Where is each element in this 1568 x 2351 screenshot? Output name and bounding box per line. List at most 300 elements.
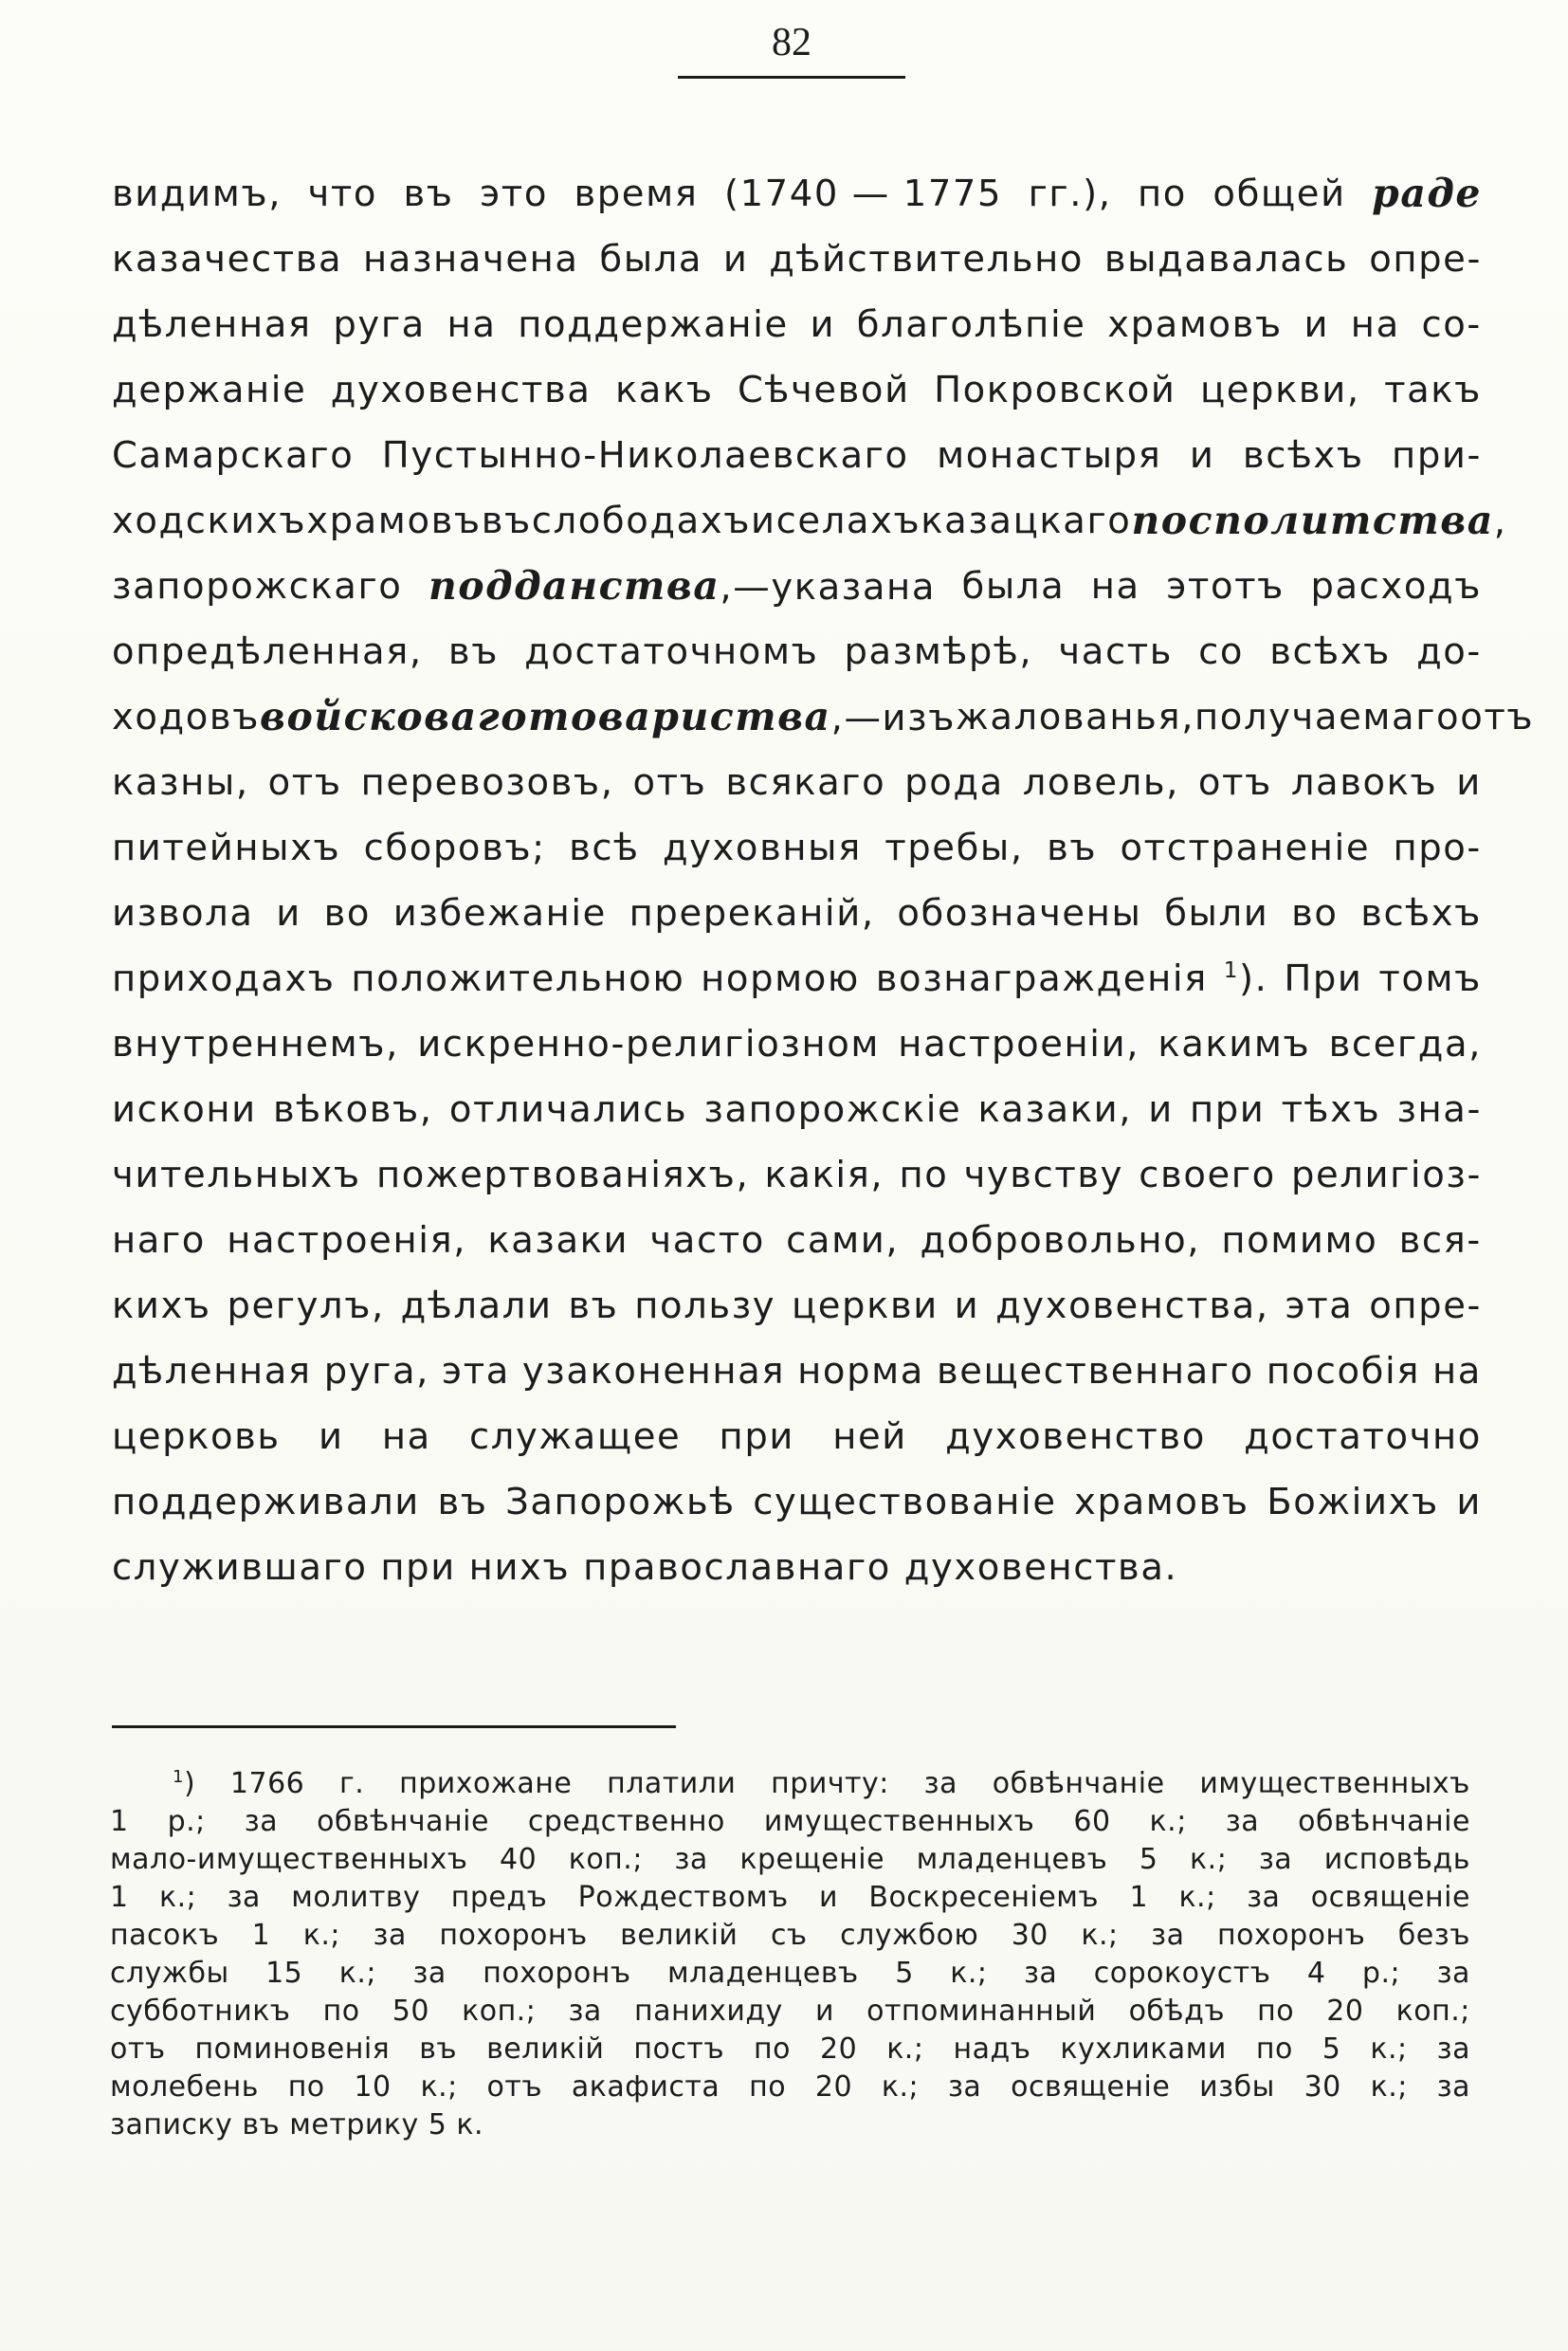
word: были [1164,892,1269,935]
word: при [1190,1088,1266,1131]
word: к.; [1190,1843,1228,1876]
word: поддерживали [112,1481,420,1523]
word: отъ [632,761,707,804]
word: обвѣнчаніе [992,1767,1165,1800]
word: избы [1199,2070,1275,2104]
word: часть [1058,630,1174,673]
word: въ [1047,827,1098,869]
word: искренно-религіозном [417,1023,881,1066]
word: эта [1285,1285,1354,1327]
word: 20 [820,2032,858,2066]
word: за [1247,1881,1281,1914]
word: церкви [791,1285,939,1327]
word: общей [1212,173,1346,215]
main-text [112,161,1535,1600]
word: по [322,1995,360,2028]
word: держаніе [112,369,307,411]
word: за [568,1995,602,2028]
word: 30 [1011,1919,1048,1952]
word: на [1432,1350,1482,1393]
word: сами, [786,1219,900,1262]
word: за [947,2070,982,2104]
word: и [1148,1088,1174,1131]
word: достаточно [1244,1415,1482,1458]
word: 1 [1129,1881,1149,1914]
word: достаточномъ [524,630,819,673]
word: при [719,1415,794,1458]
word: 20 [814,2070,853,2104]
word: духовенства [330,369,592,411]
word: ходовъ [112,696,261,738]
word: на [381,1415,431,1458]
word: искони [112,1088,257,1131]
word: и [954,1285,980,1327]
word: руга [333,303,426,346]
word: средственно [527,1805,725,1838]
word: за [412,1957,447,1990]
word: и [722,238,749,281]
word: часто [649,1219,765,1262]
word: и [1456,1481,1482,1523]
word: казны, [112,761,249,804]
word: и [1304,303,1330,346]
word: храмовъ [1074,1481,1249,1523]
word: безъ [1397,1919,1470,1952]
word: наго [112,1219,206,1262]
body-text-line [112,1208,1482,1273]
page-number: 82 [772,21,811,64]
word: приходахъ [112,957,336,1000]
word: духовенства, [995,1285,1269,1327]
footnotes [110,1765,1470,2144]
word: по [287,2070,325,2104]
word: что [307,173,378,215]
word: была [961,565,1066,608]
word: на [1090,565,1140,608]
word: такъ [1384,369,1482,411]
word: всѣхъ [1360,892,1482,935]
word: казачества [112,238,343,281]
word: селахъ [775,500,921,542]
word: по [754,2032,791,2066]
word: вся- [1398,1219,1482,1262]
word: была [599,238,703,281]
word: 10 [354,2070,392,2104]
word: назначена [363,238,579,281]
word: размѣрѣ, [844,630,1033,673]
word: въ [403,173,454,215]
word: опредѣленная, [112,630,423,673]
word: предъ [450,1881,548,1914]
word: и [810,303,836,346]
word: религіоз- [1290,1154,1482,1196]
word: раде [1372,171,1482,216]
word: 1 [110,1805,129,1838]
word: всегда, [1328,1023,1482,1066]
word: ходскихъ [112,500,307,542]
word: 1766 [229,1767,305,1800]
word: ловель, [1022,761,1179,804]
word: сорокоустъ [1093,1957,1271,1990]
word: освященіе [1011,2070,1171,2104]
word: про- [1393,827,1482,869]
word: панихиду [633,1995,783,2028]
word: въ [568,1285,619,1327]
word: время [574,173,699,215]
body-text-line [112,881,1482,946]
word: вѣковъ, [272,1088,433,1131]
word: получаемаго [1194,696,1461,738]
word: дѣйствительно [769,238,1085,281]
word: пасокъ [110,1919,220,1952]
footnote-text-line [110,1993,1470,2031]
word: имущественныхъ [1199,1767,1470,1800]
word: казацкаго [921,500,1132,542]
word: выдавалась [1103,238,1349,281]
word: благолѣпіе [856,303,1086,346]
word: и [814,1995,834,2028]
word: регулъ, [227,1285,385,1327]
word: отъ [486,2070,543,2104]
word: к.; [886,2032,924,2066]
word: на [1350,303,1400,346]
word: 15 [265,1957,303,1990]
word: прихожане [399,1767,573,1800]
body-text-line [112,1404,1482,1469]
word: и [318,1415,344,1458]
body-text-line [112,1339,1482,1404]
footnote-text-line [110,1841,1470,1879]
word: духовенство [945,1415,1206,1458]
word: со- [1421,303,1482,346]
word: церкви, [1199,369,1360,411]
footnote-text-line [110,2031,1470,2069]
word: и [1189,434,1215,477]
body-text-line [112,161,1482,227]
word: дѣленная [112,1350,312,1393]
word: р.; [1361,1957,1401,1990]
word: какія, [764,1154,884,1196]
word: казаки, [977,1088,1133,1131]
word: это [480,173,548,215]
word: чительныхъ [112,1154,361,1196]
word: службы [110,1957,229,1990]
word: монастыря [937,434,1162,477]
footnote-text-line [110,1955,1470,1993]
word: настроеніи, [898,1023,1140,1066]
word: ней [832,1415,907,1458]
word: коп.; [1395,1995,1470,2028]
word: к.; [1370,2032,1408,2066]
word: по [749,2070,787,2104]
word: (1740 — 1775 [723,173,1003,215]
word: надъ [953,2032,1031,2066]
word: пользу [634,1285,776,1327]
footnote-separator [112,1725,676,1728]
word: посполитства, [1131,498,1507,543]
body-text-line [112,1077,1482,1142]
word: к.; [950,1957,988,1990]
word: лавокъ [1290,761,1438,804]
word: Запорожьѣ [505,1481,736,1523]
word: отъ [1460,696,1535,738]
word: отъ [110,2032,166,2066]
word: к.; [420,2070,458,2104]
word: отличались [448,1088,688,1131]
word: 40 [499,1843,538,1876]
word: пререканій, [629,892,875,935]
word: помимо [1221,1219,1378,1262]
word: запорожскаго [112,565,403,608]
word: к.; [302,1919,341,1952]
body-text-line [112,1142,1482,1208]
word: похоронъ [1217,1919,1366,1952]
word: казаки [487,1219,629,1262]
word: руга, [323,1350,429,1393]
word: и [751,500,776,542]
body-text-line [112,1469,1482,1535]
word: товариства,—изъ [528,694,957,739]
word: платили [607,1767,737,1800]
footnote-text-line [110,1917,1470,1955]
word: храмовъ [306,500,482,542]
body-text-line [112,1011,1482,1077]
word: 1 [251,1919,271,1952]
word: всякаго [725,761,886,804]
word: всѣ [569,827,640,869]
word: во [323,892,372,935]
word: извола [112,892,254,935]
word: Самарскаго [112,434,355,477]
word: расходъ [1310,565,1482,608]
word: служащее [469,1415,682,1458]
word: акафиста [571,2070,720,2104]
body-text-line [112,423,1482,488]
word: вещественнаго [936,1350,1254,1393]
word: внутреннемъ, [112,1023,399,1066]
page-number-rule [678,76,905,79]
word: коп.; [568,1843,643,1876]
footnote-text-line [110,2106,1470,2144]
word: молебень [110,2070,259,2104]
word: на [447,303,497,346]
word: въ [419,2032,458,2066]
word: служившаго при нихъ православнаго духовенства. [112,1546,1178,1589]
word: въ [437,1481,488,1523]
word: похоронъ [439,1919,588,1952]
word: какъ [614,369,714,411]
word: съ [770,1919,808,1952]
word: нормою [701,957,860,1000]
word: опре- [1369,1285,1482,1327]
word: эта [441,1350,510,1393]
word: г. [339,1767,365,1800]
word: жалованья, [956,696,1195,738]
word: 4 [1306,1957,1326,1990]
word: требы, [884,827,1024,869]
word: коп.; [462,1995,537,2028]
word: пожертвованіяхъ, [375,1154,750,1196]
word: записку въ метрику 5 к. [110,2108,484,2141]
word: обозначены [897,892,1142,935]
word: отстраненіе [1120,827,1371,869]
word: исповѣдь [1323,1843,1470,1876]
word: субботникъ [110,1995,291,2028]
word: к.; [158,1881,197,1914]
word: томъ [1378,957,1482,1000]
word: 20 [1326,1995,1364,2028]
word: поддержаніе [518,303,789,346]
word: и [276,892,301,935]
word: 5 [1322,2032,1341,2066]
word: великій [620,1919,738,1952]
word: к.; [881,2070,920,2104]
word: отъ [1197,761,1272,804]
word: войсковаго [260,694,529,739]
word: кихъ [112,1285,211,1327]
word: чувству [963,1154,1124,1196]
word: за [227,1881,261,1914]
word: существованіе [753,1481,1057,1523]
word: тѣхъ [1281,1088,1381,1131]
word: по [899,1154,949,1196]
word: видимъ, [112,173,283,215]
word: имущественныхъ [763,1805,1035,1838]
word: обѣдъ [1128,1995,1226,2028]
body-text-line [112,1535,1482,1600]
word: $^1$). [1223,957,1268,1000]
word: за [1023,1957,1058,1990]
word: за [923,1767,957,1800]
word: 30 [1304,2070,1341,2104]
word: великій [486,2032,605,2066]
word: Воскресеніемъ [868,1881,1100,1914]
word: запорожскіе [703,1088,962,1131]
word: похоронъ [483,1957,631,1990]
word: въ [447,630,499,673]
body-text-line [112,750,1482,815]
word: духовныя [662,827,862,869]
footnote-text-line [110,1765,1470,1803]
word: церковь [112,1415,281,1458]
word: мало-имущественныхъ [110,1843,468,1876]
word: при- [1392,434,1482,477]
word: по [1138,173,1187,215]
word: Сѣчевой [738,369,910,411]
word: освященіе [1310,1881,1470,1914]
word: узаконенная [521,1350,786,1393]
word: за [1436,1957,1470,1990]
word: положительною [351,957,685,1000]
word: рода [904,761,1004,804]
word: по [1257,1995,1295,2028]
word: за [1436,2070,1470,2104]
word: этотъ [1166,565,1285,608]
word: добровольно, [920,1219,1201,1262]
word: 5 [1139,1843,1158,1876]
word: всѣхъ [1242,434,1364,477]
word: вознагражденія [875,957,1208,1000]
word: храмовъ [1107,303,1283,346]
word: норма [797,1350,924,1393]
word: кухликами [1060,2032,1227,2066]
body-text-line [112,554,1482,619]
word: по [1255,2032,1293,2066]
word: избежаніе [392,892,607,935]
word: гг.), [1028,173,1112,215]
word: за [1151,1919,1185,1952]
word: подданства,—указана [428,563,937,609]
word: 50 [392,1995,429,2028]
body-text-line [112,684,1535,750]
word: всѣхъ [1269,630,1391,673]
word: дѣленная [112,303,312,346]
word: зна- [1396,1088,1482,1131]
word: настроенія, [227,1219,467,1262]
word: какимъ [1158,1023,1311,1066]
word: р.; [167,1805,206,1838]
word: перевозовъ, [360,761,614,804]
word: к.; [1149,1805,1187,1838]
word: Рождествомъ [577,1881,789,1914]
word: за [1258,1843,1293,1876]
body-text-line [112,619,1482,684]
word: 5 [895,1957,914,1990]
word: со [1198,630,1245,673]
word: к.; [1081,1919,1119,1952]
word: отъ [267,761,342,804]
body-text-line [112,1273,1482,1339]
footnote-text-line [110,1803,1470,1841]
word: сборовъ; [363,827,546,869]
footnote-text-line [110,1879,1470,1917]
word: к.; [338,1957,376,1990]
word: и [819,1881,839,1914]
word: слободахъ [531,500,752,542]
word: причту: [771,1767,889,1800]
word: $^1$) [173,1767,196,1800]
body-text-line [112,815,1482,881]
word: к.; [1370,2070,1408,2104]
word: за [244,1805,279,1838]
word: отпоминанный [866,1995,1097,2028]
word: своего [1139,1154,1276,1196]
word: младенцевъ [916,1843,1108,1876]
word: Пустынно-Николаевскаго [381,434,909,477]
footnote-text-line [110,2069,1470,2106]
word: службою [840,1919,979,1952]
word: молитву [291,1881,421,1914]
word: пособія [1266,1350,1421,1393]
word: При [1284,957,1363,1000]
word: опре- [1369,238,1482,281]
body-text-line [112,357,1482,423]
word: обвѣнчаніе [317,1805,489,1838]
word: и [1456,761,1482,804]
word: младенцевъ [667,1957,859,1990]
word: Божіихъ [1267,1481,1439,1523]
word: питейныхъ [112,827,341,869]
word: за [373,1919,407,1952]
word: обвѣнчаніе [1298,1805,1470,1838]
word: постъ [633,2032,725,2066]
word: за [1225,1805,1260,1838]
word: за [674,1843,708,1876]
word: во [1291,892,1339,935]
word: 1 [110,1881,129,1914]
word: за [1436,2032,1470,2066]
word: дѣлали [400,1285,553,1327]
